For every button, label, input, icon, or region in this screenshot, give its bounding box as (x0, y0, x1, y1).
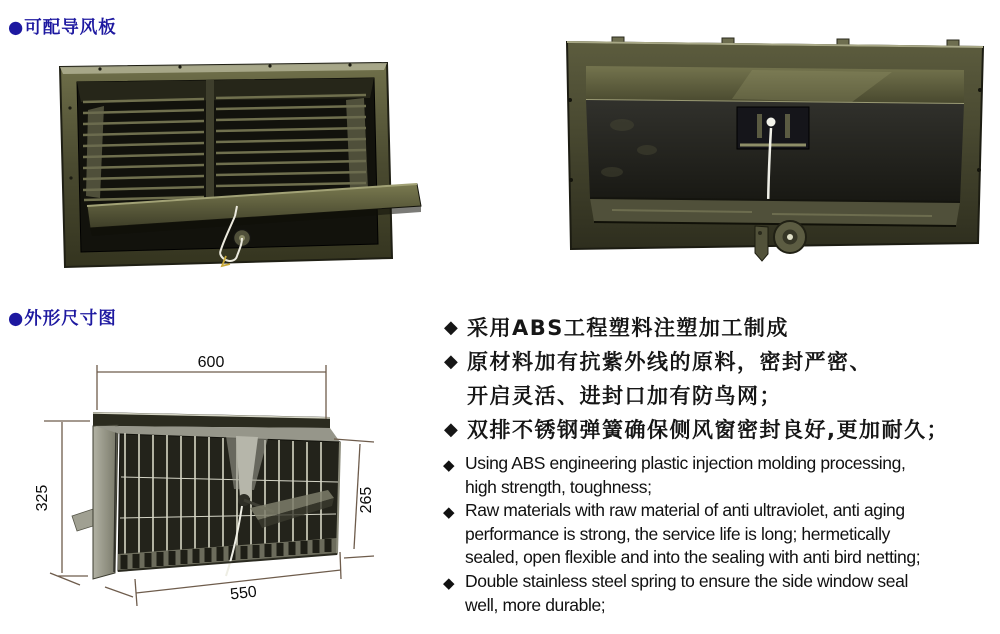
feature-line: performance is strong, the service life is long; hermetically (465, 523, 890, 544)
vent-cage-drawing (72, 412, 340, 579)
bottom-sill (590, 198, 960, 226)
dim-label-left-height: 325 (34, 484, 51, 512)
feature-item-cn (444, 311, 1000, 345)
diamond-bullet-icon: ◆ (444, 419, 458, 440)
feature-line: Using ABS engineering plastic injection molding processing, (465, 453, 906, 473)
feature-line: Raw materials with raw material of anti ultraviolet, anti aging (465, 500, 905, 521)
outline-dimension-drawing (30, 340, 440, 632)
feature-item-en (444, 570, 1000, 617)
section-heading-deflector: ●可配导风板 (8, 18, 117, 38)
feature-list-english (444, 452, 1000, 617)
latch-recess (737, 107, 809, 149)
feature-line: well, more durable; (465, 594, 606, 615)
product-photo-closed-vent (552, 30, 992, 265)
feature-line: high strength, toughness; (465, 476, 652, 497)
dim-label-top-width: 600 (197, 354, 225, 371)
feature-line: 原材料加有抗紫外线的原料，密封严密、 (467, 350, 872, 374)
feature-line: 采用ABS工程塑料注塑加工制成 (467, 316, 789, 340)
feature-line: Double stainless steel spring to ensure the side window seal (465, 570, 908, 591)
diamond-bullet-icon: ◆ (443, 504, 455, 522)
feature-item-cn (444, 413, 1000, 447)
feature-list (444, 311, 1000, 617)
feature-line: sealed, open flexible and into the sealing with anti bird netting; (465, 547, 921, 568)
diamond-bullet-icon: ◆ (443, 457, 455, 474)
product-photo-open-vent (30, 48, 445, 298)
dim-label-right-height: 265 (358, 486, 375, 514)
diamond-bullet-icon: ◆ (444, 351, 458, 372)
feature-item-en (444, 452, 1000, 499)
section-heading-outline-dimensions: ●外形尺寸图 (8, 309, 117, 329)
diamond-bullet-icon: ◆ (443, 574, 455, 592)
feature-line: 开启灵活、进封口加有防鸟网； (467, 384, 782, 408)
dim-label-bottom-width: 550 (229, 583, 258, 604)
feature-line: 双排不锈钢弹簧确保侧风窗密封良好,更加耐久； (467, 418, 949, 442)
cord-pulley (755, 221, 806, 261)
feature-item-cn (444, 345, 1000, 413)
feature-item-en (444, 499, 1000, 570)
diamond-bullet-icon: ◆ (444, 317, 458, 338)
glossy-top-flap (586, 66, 964, 104)
